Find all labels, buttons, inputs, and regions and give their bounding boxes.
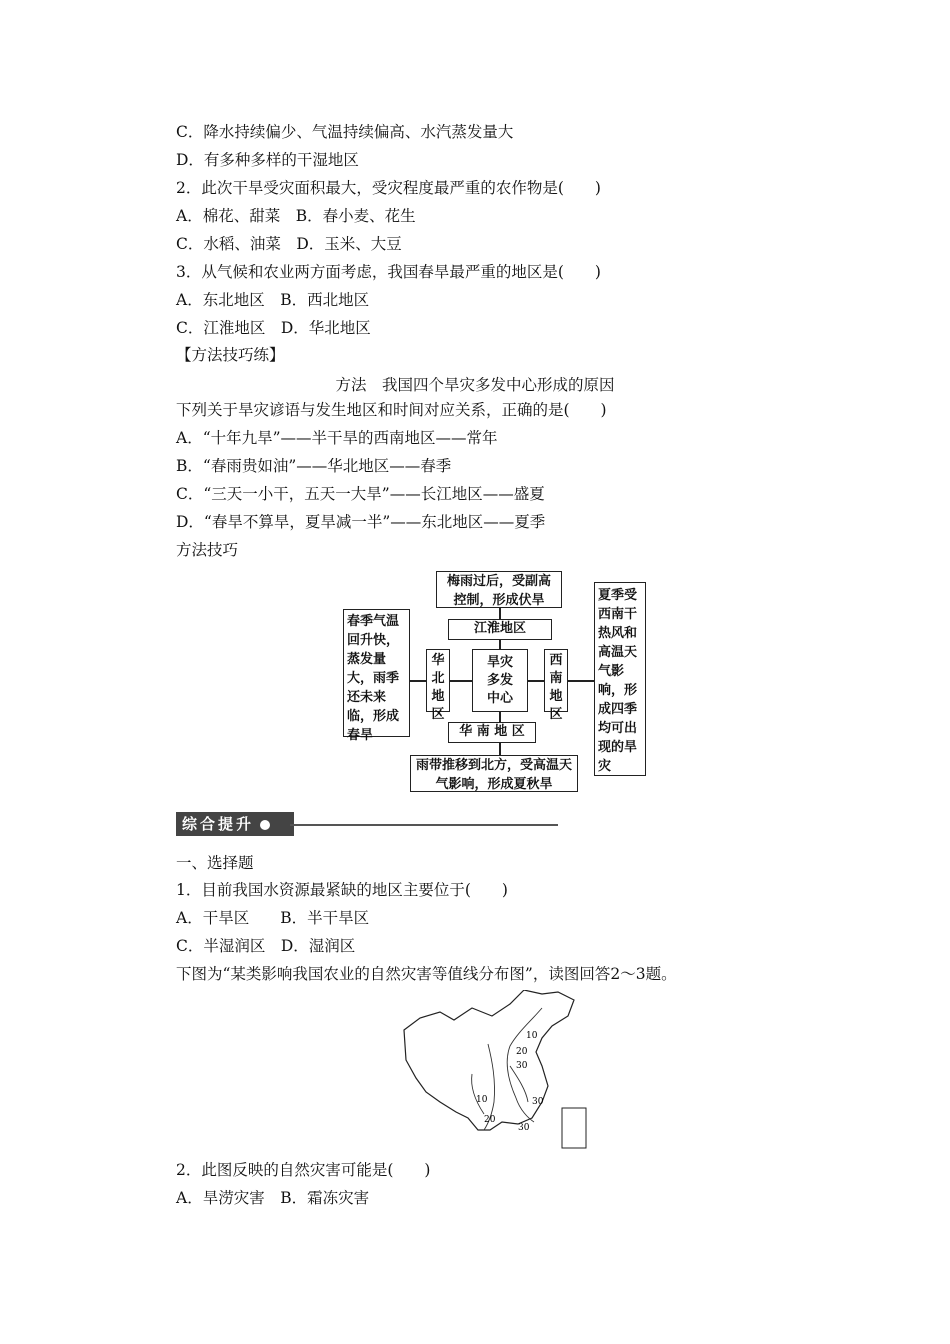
section2-q1-cd: C．半湿润区 D．湿润区 bbox=[176, 937, 356, 955]
box-jianghuai: 江淮地区 bbox=[448, 619, 552, 640]
q3-options-ab: A．东北地区 B．西北地区 bbox=[176, 291, 370, 309]
connector bbox=[450, 680, 472, 682]
section2-q1-ab: A．干旱区 B．半干旱区 bbox=[176, 909, 370, 927]
section2-heading: 一、选择题 bbox=[176, 854, 254, 872]
q2-options-cd: C．水稻、油菜 D．玉米、大豆 bbox=[176, 235, 402, 253]
q3-stem: 3．从气候和农业两方面考虑，我国春旱最严重的地区是( ) bbox=[176, 263, 601, 281]
connector bbox=[566, 680, 594, 682]
section-banner bbox=[176, 812, 294, 836]
connector bbox=[499, 743, 501, 755]
box-left-note: 春季气温回升快，蒸发量大，雨季还未来临，形成春旱 bbox=[343, 609, 410, 737]
connector bbox=[410, 680, 426, 682]
q1-option-d: D．有多种多样的干湿地区 bbox=[176, 151, 359, 169]
contour-label: 20 bbox=[516, 1047, 528, 1057]
section2-q2-stem: 2．此图反映的自然灾害可能是( ) bbox=[176, 1161, 431, 1179]
method-option-c: C．“三天一小干，五天一大旱”——长江地区——盛夏 bbox=[176, 485, 545, 503]
q3-options-cd: C．江淮地区 D．华北地区 bbox=[176, 319, 371, 337]
q2-options-ab: A．棉花、甜菜 B．春小麦、花生 bbox=[176, 207, 416, 225]
connector bbox=[499, 639, 501, 649]
method-heading: 【方法技巧练】 bbox=[176, 346, 285, 364]
box-xinan: 西南地区 bbox=[544, 649, 568, 712]
section2-q1-stem: 1．目前我国水资源最紧缺的地区主要位于( ) bbox=[176, 881, 508, 899]
contour-label: 30 bbox=[532, 1097, 544, 1107]
box-top-note: 梅雨过后，受副高控制，形成伏旱 bbox=[436, 571, 562, 608]
contour-label: 10 bbox=[476, 1095, 488, 1105]
contour-label: 30 bbox=[518, 1123, 530, 1133]
method-stem: 下列关于旱灾谚语与发生地区和时间对应关系，正确的是( ) bbox=[176, 401, 607, 419]
box-huanan: 华 南 地 区 bbox=[448, 722, 536, 743]
map-inset bbox=[562, 1108, 586, 1148]
q1-option-c: C．降水持续偏少、气温持续偏高、水汽蒸发量大 bbox=[176, 123, 514, 141]
box-bottom-note: 雨带推移到北方，受高温天气影响，形成夏秋旱 bbox=[410, 755, 578, 792]
contour-label: 20 bbox=[484, 1115, 496, 1125]
box-huabei: 华北地区 bbox=[426, 649, 450, 712]
banner-rule bbox=[290, 824, 558, 826]
q2-stem: 2．此次干旱受灾面积最大，受灾程度最严重的农作物是( ) bbox=[176, 179, 601, 197]
section2-q2-ab: A．旱涝灾害 B．霜冻灾害 bbox=[176, 1189, 370, 1207]
method-option-a: A．“十年九旱”——半干旱的西南地区——常年 bbox=[176, 429, 498, 447]
contour-label: 30 bbox=[516, 1061, 528, 1071]
method-option-d: D．“春旱不算旱，夏旱减一半”——东北地区——夏季 bbox=[176, 513, 546, 531]
map-intro: 下图为“某类影响我国农业的自然灾害等值线分布图”，读图回答2～3题。 bbox=[176, 965, 677, 983]
connector bbox=[499, 712, 501, 722]
box-right-note: 夏季受西南干热风和高温天气影响，形成四季均可出现的旱灾 bbox=[594, 582, 646, 776]
method-tips-label: 方法技巧 bbox=[176, 541, 239, 559]
banner-label: 综合提升 bbox=[182, 815, 255, 833]
map-outline bbox=[404, 990, 574, 1130]
method-option-b: B．“春雨贵如油”——华北地区——春季 bbox=[176, 457, 452, 475]
method-title: 方法 我国四个旱灾多发中心形成的原因 bbox=[335, 376, 615, 394]
china-contour-map bbox=[392, 990, 592, 1156]
banner-dot-icon bbox=[260, 820, 270, 830]
connector bbox=[528, 680, 544, 682]
contour-label: 10 bbox=[526, 1031, 538, 1041]
box-center: 旱灾多发中心 bbox=[472, 649, 528, 712]
